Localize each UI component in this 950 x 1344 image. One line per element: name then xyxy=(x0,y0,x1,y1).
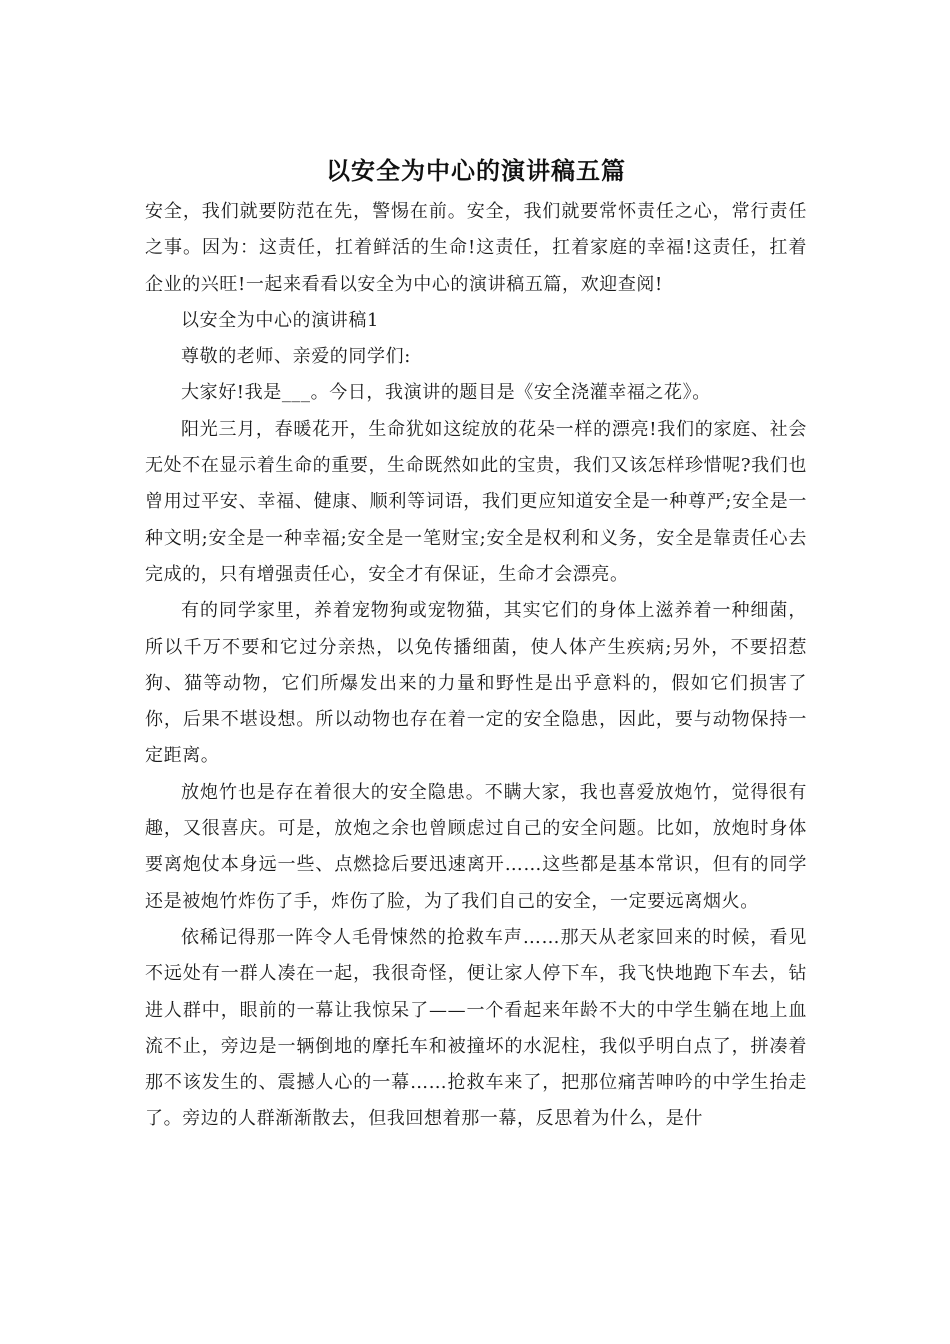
body-paragraph: 阳光三月，春暖花开，生命犹如这绽放的花朵一样的漂亮!我们的家庭、社会无处不在显示着生命的重要，生命既然如此的宝贵，我们又该怎样珍惜呢?我们也曾用过平安、幸福、健康、顺利等词语，我们更应知道安全是一种尊严;安全是一种文明;安全是一种幸福;安全是一笔财宝;安全是权利和义务，安全是靠责任心去完成的，只有增强责任心，安全才有保证，生命才会漂亮。 xyxy=(145,418,807,585)
document-title: 以安全为中心的演讲稿五篇 xyxy=(326,157,626,185)
body-paragraph: 放炮竹也是存在着很大的安全隐患。不瞒大家，我也喜爱放炮竹，觉得很有趣，又很喜庆。可是，放炮之余也曾顾虑过自己的安全问题。比如，放炮时身体要离炮仗本身远一些、点燃捻后要迅速离开……这些都是基本常识，但有的同学还是被炮竹炸伤了手，炸伤了脸，为了我们自己的安全，一定要远离烟火。 xyxy=(145,781,807,912)
intro-paragraph: 安全，我们就要防范在先，警惕在前。安全，我们就要常怀责任之心，常行责任之事。因为：这责任，扛着鲜活的生命!这责任，扛着家庭的幸福!这责任，扛着企业的兴旺!一起来看看以安全为中心的演讲稿五篇，欢迎查阅! xyxy=(145,201,807,295)
body-paragraph: 有的同学家里，养着宠物狗或宠物猫，其实它们的身体上滋养着一种细菌，所以千万不要和它过分亲热，以免传播细菌，使人体产生疾病;另外，不要招惹狗、猫等动物，它们所爆发出来的力量和野性是出乎意料的，假如它们损害了你，后果不堪设想。所以动物也存在着一定的安全隐患，因此，要与动物保持一定距离。 xyxy=(145,600,807,767)
body-paragraph: 依稀记得那一阵令人毛骨悚然的抢救车声……那天从老家回来的时候，看见不远处有一群人凑在一起，我很奇怪，便让家人停下车，我飞快地跑下车去，钻进人群中，眼前的一幕让我惊呆了——一个看起来年龄不大的中学生躺在地上血流不止，旁边是一辆倒地的摩托车和被撞坏的水泥柱，我似乎明白点了，拼凑着那不该发生的、震撼人心的一幕……抢救车来了，把那位痛苦呻吟的中学生抬走了。旁边的人群渐渐散去，但我回想着那一幕，反思着为什么，是什 xyxy=(145,926,807,1130)
salutation: 尊敬的老师、亲爱的同学们: xyxy=(181,346,411,368)
greeting-paragraph: 大家好!我是___。今日，我演讲的题目是《安全浇灌幸福之花》。 xyxy=(181,382,711,404)
document-page xyxy=(145,148,807,1138)
speech-heading: 以安全为中心的演讲稿1 xyxy=(181,309,380,331)
